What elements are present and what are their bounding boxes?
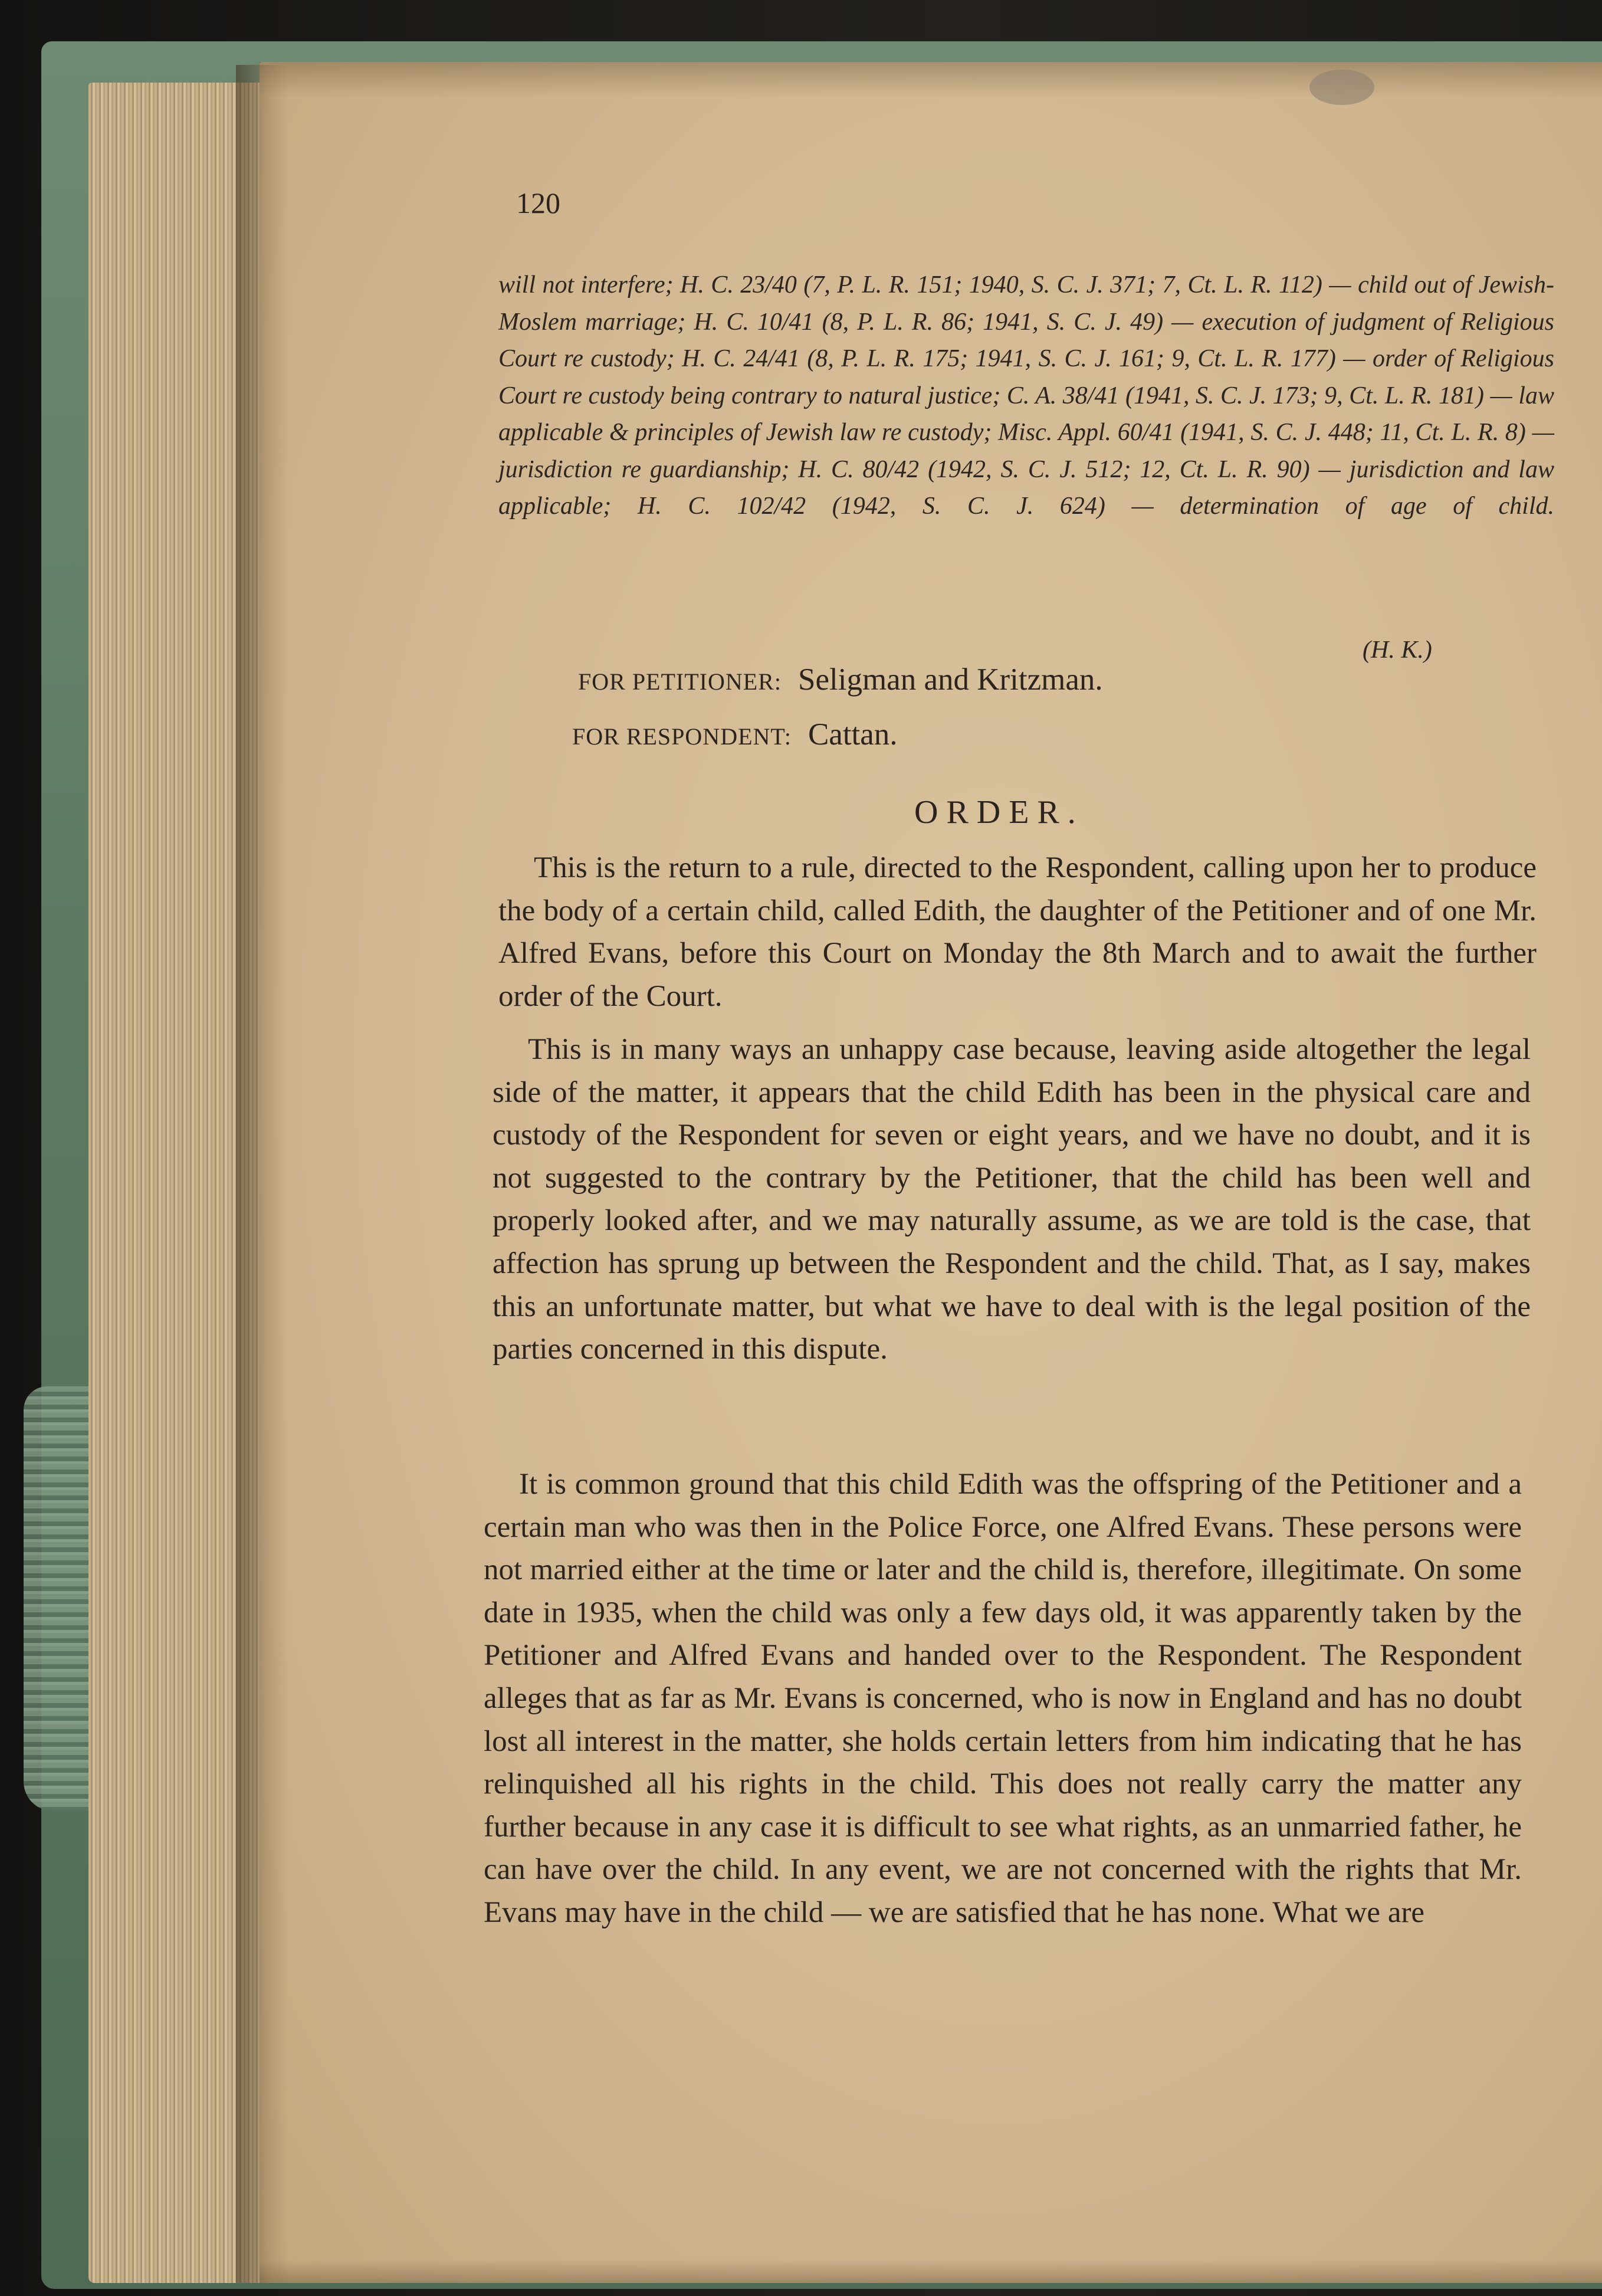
order-paragraph-3 <box>484 1463 1522 1934</box>
page-stain <box>1309 70 1374 105</box>
order-heading: ORDER. <box>914 794 1084 831</box>
petitioner-counsel: Seligman and Kritzman. <box>798 662 1103 697</box>
citation-block <box>498 267 1554 525</box>
respondent-counsel-line <box>572 717 898 752</box>
order-paragraph-1 <box>498 847 1537 1018</box>
order-paragraph-2 <box>493 1028 1531 1371</box>
petitioner-label: FOR PETITIONER: <box>578 668 782 695</box>
paragraph-text: This is the return to a rule, directed to the Respondent, calling upon her to produce the body of a certain child, called Edith, the daughter of the Petitioner and of one Mr. Alfred Evans, before this Court on Monday the 8th March and to await the further order of the Court. <box>498 851 1537 1013</box>
paragraph-text: It is common ground that this child Edith was the offspring of the Petitioner and a certain man who was then in the Police Force, one Alfred Evans. These persons were not married either at the time or later and the child is, therefore, illegitimate. On some date in 1935, when the child was only a few days old, it was apparently taken by the Petitioner and Alfred Evans and handed over to the Respondent. The Respondent alleges that as far as Mr. Evans is concerned, who is now in England and has no doubt lost all interest in the matter, she holds certain letters from him indicating that he has relinquished all his rights in the child. This does not really carry the matter any further because in any case it is difficult to see what rights, as an unmarried father, he can have over the child. In any event, we are not concerned with the rights that Mr. Evans may have in the child — we are satisfied that he has none. What we are <box>484 1468 1522 1929</box>
page-top-shadow <box>260 62 1602 97</box>
page-number: 120 <box>516 186 560 219</box>
paragraph-text: This is in many ways an unhappy case because, leaving aside altogether the legal side of the matter, it appears that the child Edith has been in the physical care and custody of the Respondent for seven or eight years, and we have no doubt, and it is not suggested to the contrary by the Petitioner, that the child has been well and properly looked after, and we may naturally assume, as we are told is the case, that affection has sprung up between the Respondent and the child. That, as I say, makes this an unfortunate matter, but what we have to deal with is the legal position of the parties concerned in this dispute. <box>493 1033 1531 1366</box>
petitioner-counsel-line <box>578 662 1103 697</box>
respondent-label: FOR RESPONDENT: <box>572 723 792 750</box>
gutter-shadow <box>236 65 289 2283</box>
citation-text: will not interfere; H. C. 23/40 (7, P. L. R. 151; 1940, S. C. J. 371; 7, Ct. L. R. 112) — child out of Jewish-Moslem marriage; H. C. 10/41 (8, P. L. R. 86; 1941, S. C. J. 49) — execution of judgment of Religious Court re custody; H. C. 24/41 (8, P. L. R. 175; 1941, S. C. J. 161; 9, Ct. L. R. 177) — order of Religious Court re custody being contrary to natural justice; C. A. 38/41 (1941, S. C. J. 173; 9, Ct. L. R. 181) — law applicable & principles of Jewish law re custody; Misc. Appl. 60/41 (1941, S. C. J. 448; 11, Ct. L. R. 8) — jurisdiction re guardianship; H. C. 80/42 (1942, S. C. J. 512; 12, Ct. L. R. 90) — jurisdiction and law applicable; H. C. 102/42 (1942, S. C. J. 624) — determination of age of child. <box>498 271 1554 520</box>
page-bottom-edge <box>260 2259 1602 2283</box>
reporter-initials: (H. K.) <box>1363 637 1432 664</box>
respondent-counsel: Cattan. <box>807 717 898 752</box>
